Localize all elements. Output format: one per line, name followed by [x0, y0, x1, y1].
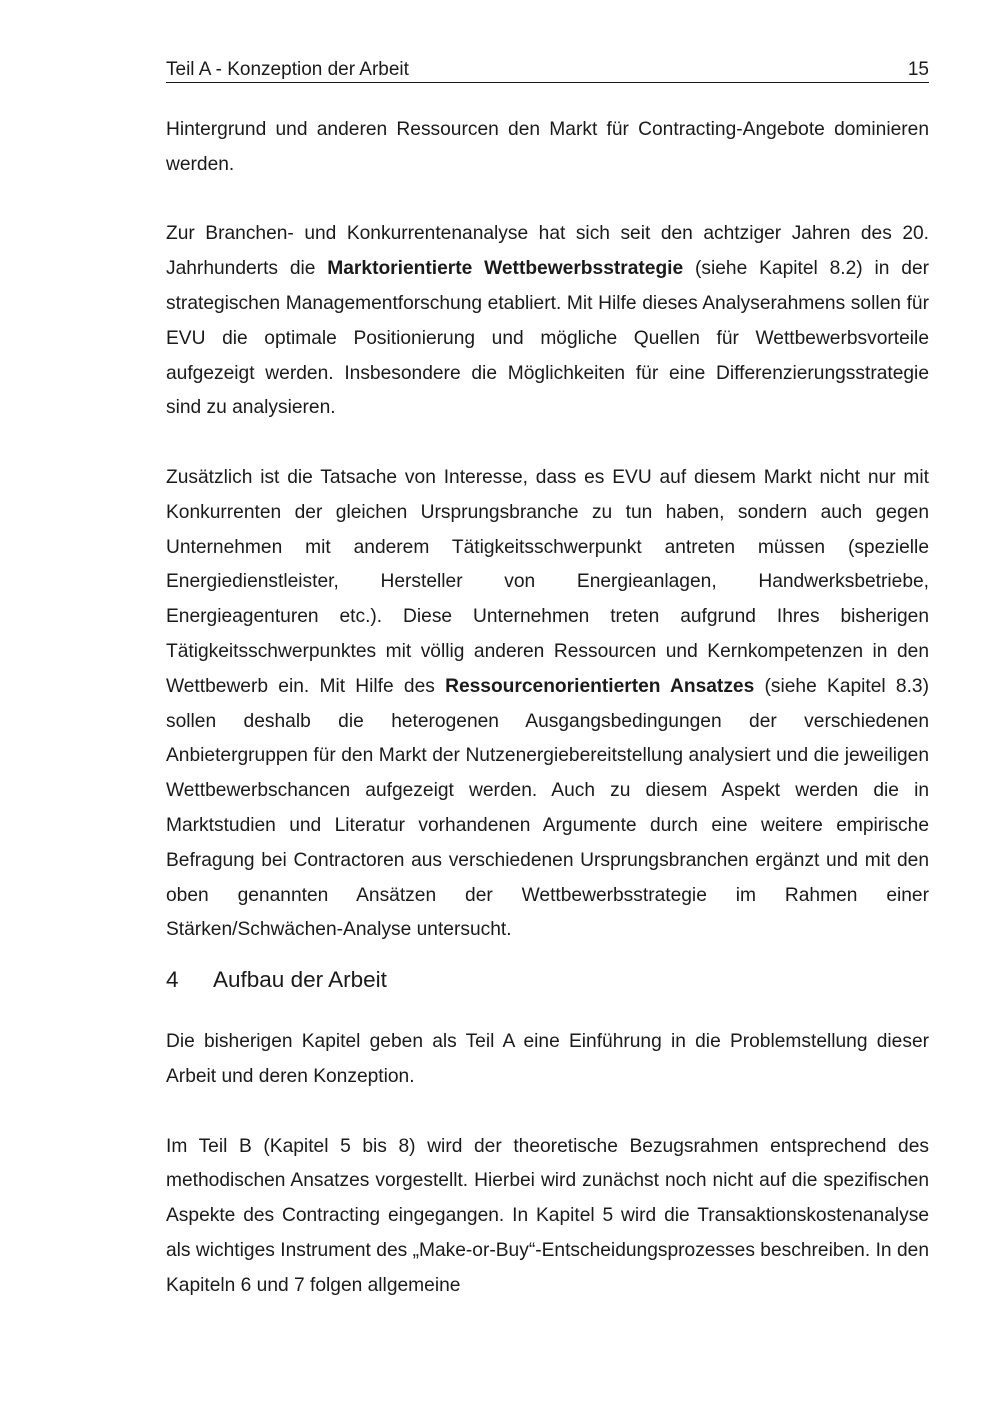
paragraph-2-text-b: (siehe Kapitel 8.2) in der strategischen Managementforschung etabliert. Mit Hilfe dieses Analyserahmens sollen für EVU die optimale Positionierung und mögliche Quellen für Wettbewerbsvorteile aufgezeigt werden. Insbesondere die Möglichkeiten für eine Differenzierungsstrategie sind zu analysieren. — [166, 258, 930, 419]
section-heading — [166, 948, 929, 1025]
page-body — [166, 113, 929, 1304]
bold-term-market-strategy: Marktorientierte Wettbewerbsstrategie — [327, 258, 684, 280]
bold-term-resource-approach: Ressourcenorientierten Ansatzes — [445, 675, 755, 697]
paragraph-2-text-a: Zur Branchen- und Konkurrentenanalyse hat sich seit den achtziger Jahren des 20. Jahrhunderts die — [166, 223, 929, 280]
paragraph-4: Die bisherigen Kapitel geben als Teil A eine Einführung in die Problemstellung dieser Arbeit und deren Konzeption. — [166, 1031, 929, 1087]
paragraph-3 — [166, 461, 929, 948]
paragraph-5: Im Teil B (Kapitel 5 bis 8) wird der theoretische Bezugsrahmen entsprechend des methodischen Ansatzes vorgestellt. Hierbei wird zunächst noch nicht auf die spezifischen Aspekte des Contracting eingegangen. In Kapitel 5 wird die Transaktionskostenanalyse als wichtiges Instrument des „Make-or-Buy“-Entscheidungsprozesses beschreiben. In den Kapiteln 6 und 7 folgen allgemeine — [166, 1135, 929, 1296]
section-title: Aufbau der Arbeit — [213, 967, 387, 993]
page-number: 15 — [907, 59, 929, 80]
paragraph-1: Hintergrund und anderen Ressourcen den Markt für Contracting-Angebote dominieren werden. — [166, 119, 929, 175]
page-header — [166, 58, 929, 83]
paragraph-3-text-b: (siehe Kapitel 8.3) sollen deshalb die heterogenen Ausgangsbedingungen der verschiedenen Anbietergruppen für den Markt der Nutzenergiebereitstellung analysiert und die jeweiligen Wettbewerbschancen aufgezeigt werden. Auch zu diesem Aspekt werden die in Marktstudien und Literatur vorhandenen Argumente durch eine weitere empirische Befragung bei Contractoren aus verschiedenen Ursprungsbranchen ergänzt und mit den oben genannten Ansätzen der Wettbewerbsstrategie im Rahmen einer Stärken/Schwächen-Analyse untersucht. — [166, 675, 929, 941]
section-number: 4 — [166, 967, 179, 993]
running-title: Teil A - Konzeption der Arbeit — [166, 59, 409, 80]
paragraph-2 — [166, 217, 929, 426]
paragraph-3-text-a: Zusätzlich ist die Tatsache von Interesse, dass es EVU auf diesem Markt nicht nur mit Konkurrenten der gleichen Ursprungsbranche zu tun haben, sondern auch gegen Unternehmen mit anderem Tätigkeitsschwerpunkt antreten müssen (spezielle Energiedienstleister, Hersteller von Energieanlagen, Handwerksbetriebe, Energieagenturen etc.). Diese Unternehmen treten aufgrund Ihres bisherigen Tätigkeitsschwerpunktes mit völlig anderen Ressourcen und Kernkompetenzen in den Wettbewerb ein. Mit Hilfe des — [166, 466, 929, 697]
